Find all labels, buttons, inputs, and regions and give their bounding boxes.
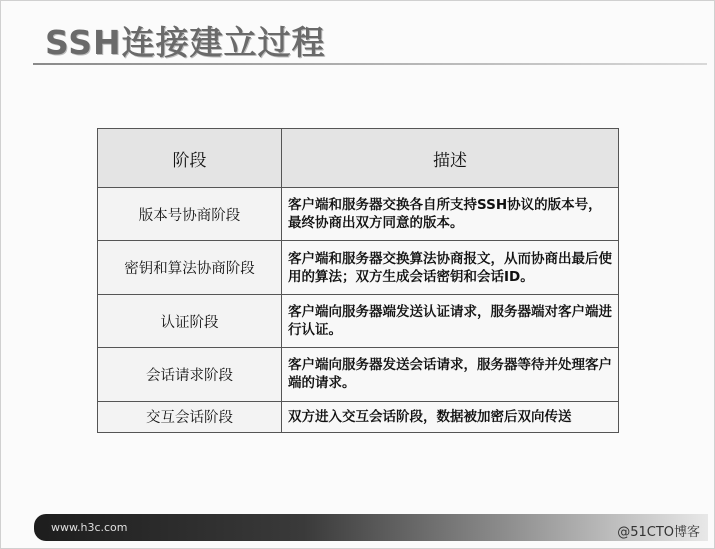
description-cell: 客户端向服务器端发送认证请求，服务器端对客户端进行认证。 — [282, 294, 619, 347]
table-row — [98, 241, 619, 294]
table-header-row — [98, 129, 619, 188]
slide-title: SSH连接建立过程 — [45, 23, 326, 62]
table-row — [98, 348, 619, 401]
table-row — [98, 188, 619, 241]
header-description: 描述 — [282, 129, 619, 188]
footer-bar — [34, 514, 708, 541]
stage-cell: 认证阶段 — [98, 294, 282, 347]
stage-cell: 版本号协商阶段 — [98, 188, 282, 241]
description-cell: 双方进入交互会话阶段，数据被加密后双向传送 — [282, 401, 619, 432]
title-divider — [33, 63, 707, 65]
table-row — [98, 401, 619, 432]
header-stage: 阶段 — [98, 129, 282, 188]
stage-cell: 会话请求阶段 — [98, 348, 282, 401]
ssh-stages-table — [97, 128, 619, 433]
stage-cell: 交互会话阶段 — [98, 401, 282, 432]
table-row — [98, 294, 619, 347]
description-cell: 客户端和服务器交换算法协商报文，从而协商出最后使用的算法；双方生成会话密钥和会话ID。 — [282, 241, 619, 294]
description-cell: 客户端和服务器交换各自所支持SSH协议的版本号，最终协商出双方同意的版本。 — [282, 188, 619, 241]
stage-cell: 密钥和算法协商阶段 — [98, 241, 282, 294]
footer-url: www.h3c.com — [51, 521, 128, 534]
description-cell: 客户端向服务器发送会话请求，服务器等待并处理客户端的请求。 — [282, 348, 619, 401]
watermark: @51CTO博客 — [617, 525, 700, 540]
